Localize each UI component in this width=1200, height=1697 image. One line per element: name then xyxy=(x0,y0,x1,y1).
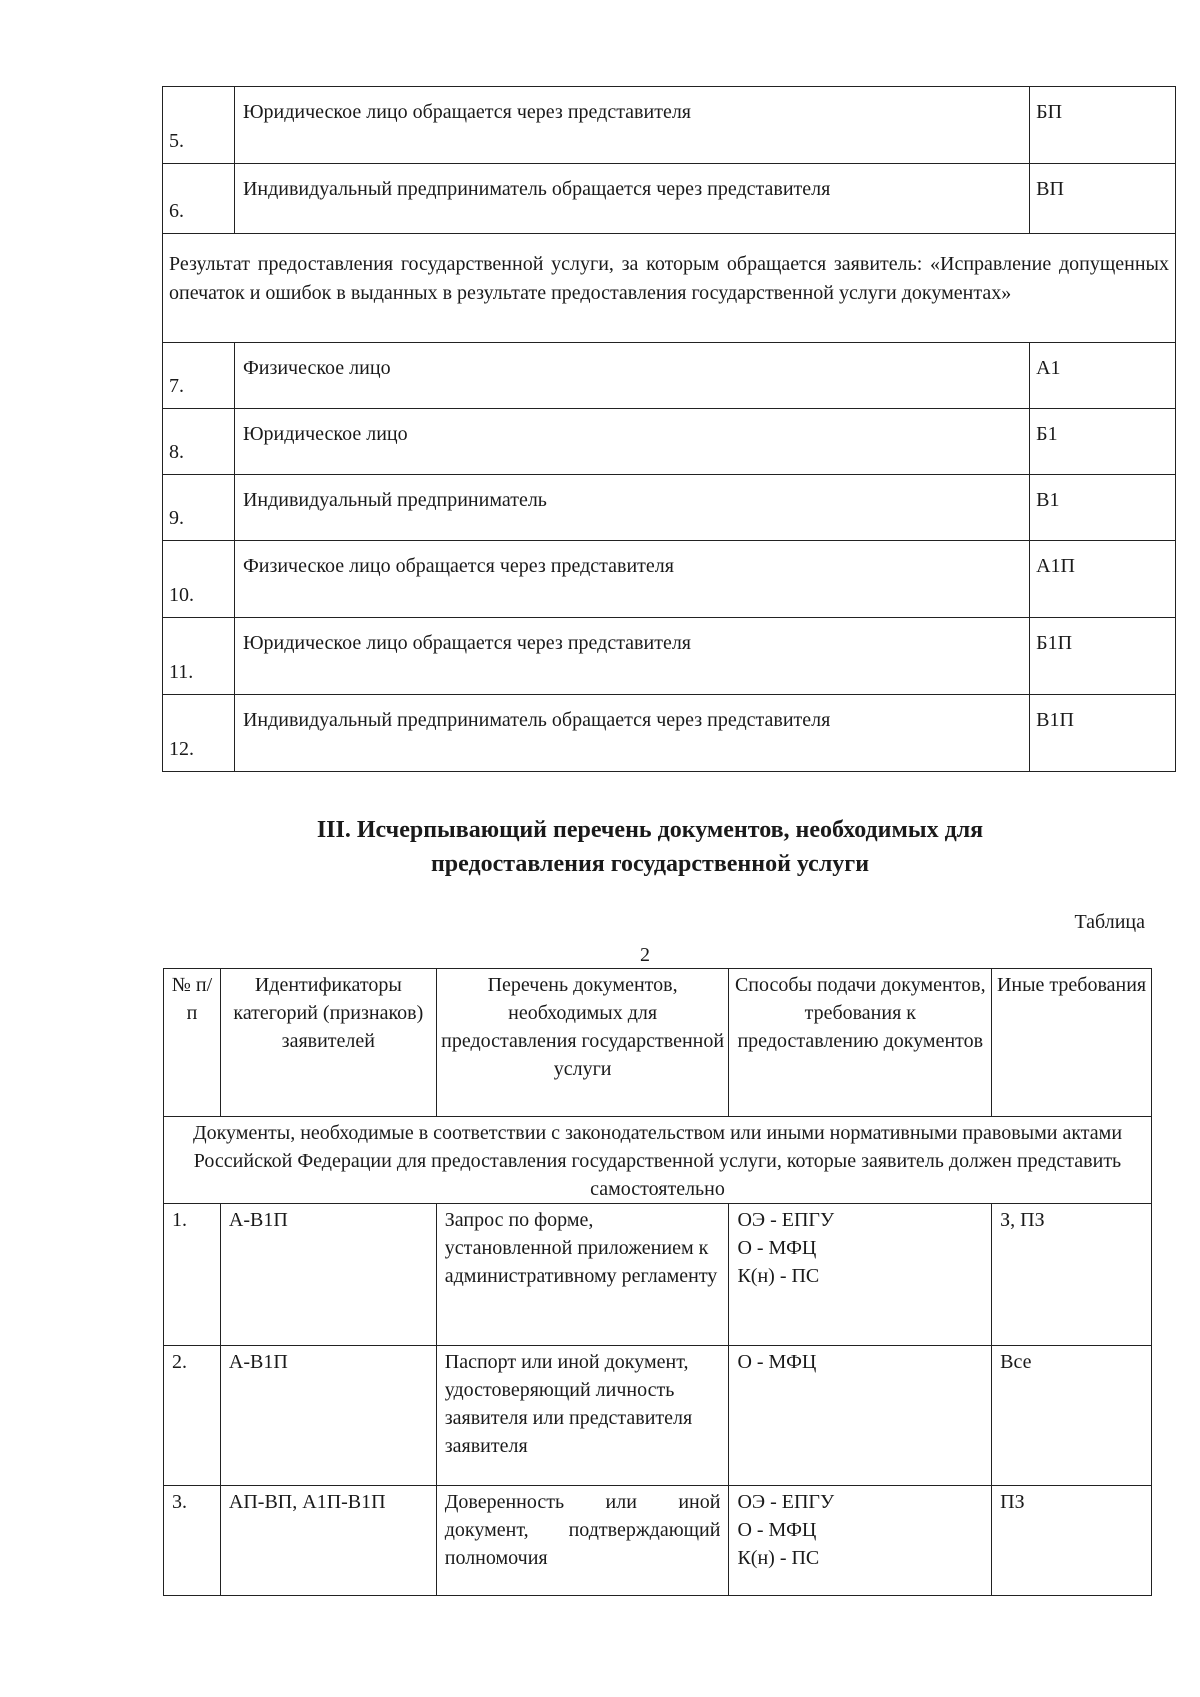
category-code: Б1 xyxy=(1030,409,1176,475)
row-ids: А-В1П xyxy=(220,1204,436,1346)
row-number: 7. xyxy=(163,343,235,409)
row-document: Паспорт или иной документ, удостоверяющий личность заявителя или представителя заявителя xyxy=(436,1346,729,1486)
table-row xyxy=(163,343,1176,409)
header-cell-documents: Перечень документов, необходимых для предоставления государственной услуги xyxy=(436,969,729,1117)
table-row xyxy=(163,409,1176,475)
table-header-row xyxy=(164,969,1152,1117)
row-methods xyxy=(729,1346,992,1486)
table-row xyxy=(164,1346,1152,1486)
method-item: К(н) - ПС xyxy=(737,1547,820,1569)
table-row xyxy=(163,475,1176,541)
section-row xyxy=(163,234,1176,343)
category-name: Физическое лицо обращается через представителя xyxy=(234,541,1029,618)
row-methods xyxy=(729,1486,992,1596)
row-other: Все xyxy=(992,1346,1152,1486)
table-label: Таблица xyxy=(1074,911,1145,933)
row-number: 11. xyxy=(163,618,235,695)
category-name: Юридическое лицо xyxy=(234,409,1029,475)
row-number: 8. xyxy=(163,409,235,475)
category-code: В1 xyxy=(1030,475,1176,541)
row-other: ПЗ xyxy=(992,1486,1152,1596)
row-number: 3. xyxy=(164,1486,221,1596)
section-heading xyxy=(200,813,1100,881)
method-item: О - МФЦ xyxy=(737,1237,817,1259)
method-item: ОЭ - ЕПГУ xyxy=(737,1491,835,1513)
applicant-categories-table xyxy=(162,86,1176,772)
documents-table xyxy=(163,968,1152,1596)
category-code: В1П xyxy=(1030,695,1176,772)
method-item: К(н) - ПС xyxy=(737,1265,820,1287)
result-section-text: Результат предоставления государственной услуги, за которым обращается заявитель: «Исправление допущенных опечаток и ошибок в выданных в результате предоставления государственной услуги документах» xyxy=(163,234,1176,343)
category-name: Индивидуальный предприниматель обращается через представителя xyxy=(234,164,1029,234)
method-item: О - МФЦ xyxy=(737,1351,817,1373)
category-name: Юридическое лицо обращается через представителя xyxy=(234,618,1029,695)
row-document: Запрос по форме, установленной приложением к административному регламенту xyxy=(436,1204,729,1346)
category-code: Б1П xyxy=(1030,618,1176,695)
table-row xyxy=(163,164,1176,234)
row-number: 2. xyxy=(164,1346,221,1486)
table-row xyxy=(164,1204,1152,1346)
header-cell-ids: Идентификаторы категорий (признаков) заявителей xyxy=(220,969,436,1117)
row-ids: АП-ВП, А1П-В1П xyxy=(220,1486,436,1596)
table-row xyxy=(163,695,1176,772)
table-row xyxy=(164,1486,1152,1596)
category-code: БП xyxy=(1030,87,1176,164)
section-heading-line-1: III. Исчерпывающий перечень документов, необходимых для xyxy=(316,817,984,843)
table-row xyxy=(163,87,1176,164)
row-document: Доверенность или иной документ, подтверждающий полномочия xyxy=(436,1486,729,1596)
row-number: 6. xyxy=(163,164,235,234)
category-name: Индивидуальный предприниматель обращается через представителя xyxy=(234,695,1029,772)
row-ids: А-В1П xyxy=(220,1346,436,1486)
row-methods xyxy=(729,1204,992,1346)
row-number: 10. xyxy=(163,541,235,618)
category-name: Физическое лицо xyxy=(234,343,1029,409)
section-row xyxy=(164,1117,1152,1204)
documents-section-text: Документы, необходимые в соответствии с законодательством или иными нормативными правовыми актами Российской Федерации для предоставления государственной услуги, которые заявитель должен представить самостоятельно xyxy=(164,1117,1152,1204)
method-item: ОЭ - ЕПГУ xyxy=(737,1209,835,1231)
category-name: Юридическое лицо обращается через представителя xyxy=(234,87,1029,164)
row-number: 12. xyxy=(163,695,235,772)
header-cell-methods: Способы подачи документов, требования к предоставлению документов xyxy=(729,969,992,1117)
section-heading-line-2: предоставления государственной услуги xyxy=(430,851,870,877)
table-number: 2 xyxy=(640,944,650,966)
header-cell-other: Иные требования xyxy=(992,969,1152,1117)
header-cell-number: № п/п xyxy=(164,969,221,1117)
row-number: 9. xyxy=(163,475,235,541)
category-code: А1П xyxy=(1030,541,1176,618)
method-item: О - МФЦ xyxy=(737,1519,817,1541)
category-name: Индивидуальный предприниматель xyxy=(234,475,1029,541)
row-number: 1. xyxy=(164,1204,221,1346)
table-row xyxy=(163,618,1176,695)
row-other: З, ПЗ xyxy=(992,1204,1152,1346)
category-code: ВП xyxy=(1030,164,1176,234)
table-row xyxy=(163,541,1176,618)
category-code: А1 xyxy=(1030,343,1176,409)
row-number: 5. xyxy=(163,87,235,164)
